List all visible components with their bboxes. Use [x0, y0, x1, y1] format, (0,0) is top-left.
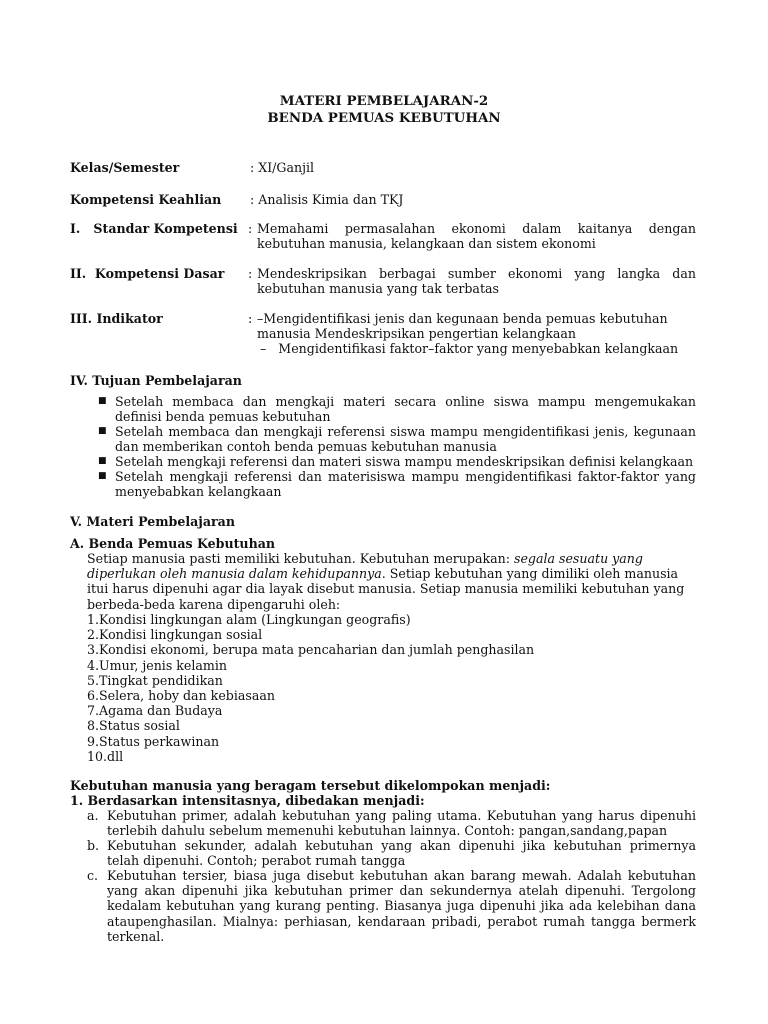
kompetensi-keahlian-value: : Analisis Kimia dan TKJ: [250, 192, 404, 207]
tujuan-bullet-line: Setelah mengkaji referensi dan materi siswa mampu mendeskripsikan definisi kelangkaan: [115, 454, 694, 469]
kompetensi-dasar-value: [257, 266, 696, 296]
standar-kompetensi-colon: :: [248, 221, 253, 236]
list-item: 7.Agama dan Budaya: [87, 703, 223, 719]
list-item: 6.Selera, hoby dan kebiasaan: [87, 688, 275, 704]
standar-kompetensi-line2: kebutuhan manusia, kelangkaan dan sistem ekonomi: [257, 236, 596, 252]
standar-kompetensi-label: I. Standar Kompetensi: [70, 221, 238, 236]
bullet-icon: ■: [98, 396, 107, 406]
document-title-line2: BENDA PEMUAS KEBUTUHAN: [267, 110, 501, 126]
factor-list: [87, 612, 534, 764]
tujuan-bullet-line: definisi benda pemuas kebutuhan: [115, 409, 331, 425]
list-item: 10.dll: [87, 748, 124, 764]
list-item: 5.Tingkat pendidikan: [87, 672, 223, 688]
kompetensi-dasar-label: II. Kompetensi Dasar: [70, 266, 225, 281]
indikator-line3: – Mengidentifikasi faktor–faktor yang menyebabkan kelangkaan: [260, 341, 679, 357]
indikator-line2: manusia Mendeskripsikan pengertian kelangkaan: [257, 326, 577, 342]
materi-paragraph: [87, 551, 687, 612]
document-page: MATERI PEMBELAJARAN-2 BENDA PEMUAS KEBUTUHAN Kelas/Semester : XI/Ganjil Kompetensi Keahlian : Analisis Kimia dan TKJ I. Standar Kompetensi : Memahami permasalahan ekonomi dalam kaitanya dengan kebutuhan manusia, kelangkaan dan sistem ekonomi II. Kompetensi Dasar : Mendeskripsikan berbagai sumber ekonomi yang langka dan kebutuhan manusia yang tak terbatas III. Indikator : –Mengidentifikasi jenis dan kegunaan benda pemuas kebutuhan manusia Mendeskripsikan pengertian kelangkaan – Mengidentifikasi faktor–faktor yang menyebabkan kelangkaan IV. Tujuan Pembelajaran ■ Setelah membaca dan mengkaji materi secara online siswa mampu mengemukakan definisi benda pemuas kebutuhan ■ Setelah membaca dan mengkaji referensi siswa mampu mengidentifikasi jenis, kegunaan dan memberikan contoh benda pemuas kebutuhan manusia ■ Setelah mengkaji referensi dan materi siswa mampu mendeskripsikan definisi kelangkaan ■ Setelah mengkaji referensi dan materisiswa mampu mengidentifikasi faktor-faktor yang menyebabkan kelangkaan V. Materi Pembelajaran A. Benda Pemuas Kebutuhan Setiap manusia pasti memiliki kebutuhan. Kebutuhan merupakan: segala sesuatu yang diperlukan oleh manusia dalam kehidupannya. Setiap kebutuhan yang dimiliki oleh manusia itui harus dipenuhi agar dia layak disebut manusia. Setiap manusia memiliki kebutuhan yang berbeda-beda karena dipengaruhi oleh: 1.Kondisi lingkungan alam (Lingkungan geografis) 2.Kondisi lingkungan sosial 3.Kondisi ekonomi, berupa mata pencaharian dan jumlah penghasilan 4.Umur, jenis kelamin 5.Tingkat pendidikan 6.Selera, hoby dan kebiasaan 7.Agama dan Budaya 8.Status sosial 9.Status perkawinan 10.dll Kebutuhan manusia yang beragam tersebut dikelompokan menjadi: 1. Berdasarkan intensitasnya, dibedakan menjadi: a. Kebutuhan primer, adalah kebutuhan yang paling utama. Kebutuhan yang harus dipenuhi terlebih dahulu sebelum memenuhi kebutuhan lainnya. Contoh: pangan,sandang,papan b. Kebutuhan sekunder, adalah kebutuhan yang akan dipenuhi jika kebutuhan primernya telah dipenuhi. Contoh; perabot rumah tangga c. Kebutuhan tersier, biasa juga disebut kebutuhan akan barang mewah. Adalah kebutuhan yang akan dipenuhi jika kebutuhan primer dan sekundernya atelah dipenuhi. Tergolong kedalam kebutuhan yang kurang penting. Biasanya juga dipenuhi jika ada kelebihan dana ataupenghasilan. Mialnya: perhiasan, kendaraan pribadi, perabot rumah tangga bermerk terkenal.: [0, 0, 768, 1024]
document-title-line1: MATERI PEMBELAJARAN-2: [279, 93, 489, 109]
list-item: 2.Kondisi lingkungan sosial: [87, 627, 263, 643]
kompetensi-dasar-colon: :: [248, 266, 253, 281]
bullet-icon: ■: [98, 471, 107, 481]
standar-kompetensi-value: [257, 221, 696, 251]
paragraph-italic: diperlukan oleh manusia dalam kehidupannya: [87, 566, 382, 582]
list-item: 3.Kondisi ekonomi, berupa mata pencaharian dan jumlah penghasilan: [87, 642, 535, 658]
indikator-value: [257, 311, 697, 357]
tujuan-bullet-line: Setelah membaca dan mengkaji materi secara online siswa mampu mengemukakan: [115, 394, 696, 409]
indikator-line1: –Mengidentifikasi jenis dan kegunaan benda pemuas kebutuhan: [257, 311, 668, 326]
list-item: 8.Status sosial: [87, 718, 180, 734]
tujuan-bullet-line: Setelah mengkaji referensi dan materisiswa mampu mengidentifikasi faktor-faktor yang: [115, 469, 696, 484]
kelas-value: : XI/Ganjil: [250, 160, 315, 175]
paragraph-italic: segala sesuatu yang: [513, 551, 643, 566]
indikator-label: III. Indikator: [70, 311, 163, 326]
list-item: 9.Status perkawinan: [87, 733, 220, 749]
materi-heading: V. Materi Pembelajaran: [70, 514, 235, 529]
paragraph-text: . Setiap kebutuhan yang dimiliki oleh manusia: [381, 566, 679, 582]
bullet-icon: ■: [98, 426, 107, 436]
group-heading: Kebutuhan manusia yang beragam tersebut dikelompokan menjadi:: [70, 778, 551, 793]
kompetensi-dasar-line2: kebutuhan manusia yang tak terbatas: [257, 281, 499, 297]
bullet-icon: ■: [98, 456, 107, 466]
kompetensi-keahlian-label: Kompetensi Keahlian: [70, 192, 222, 207]
materi-subheading-a: A. Benda Pemuas Kebutuhan: [70, 536, 276, 551]
kelas-label: Kelas/Semester: [70, 160, 180, 175]
tujuan-heading: IV. Tujuan Pembelajaran: [70, 373, 242, 388]
group-1-heading: 1. Berdasarkan intensitasnya, dibedakan menjadi:: [70, 793, 425, 808]
tujuan-bullet-line: dan memberikan contoh benda pemuas kebutuhan manusia: [115, 439, 497, 455]
tujuan-bullet-line: Setelah membaca dan mengkaji referensi siswa mampu mengidentifikasi jenis, kegunaan: [115, 424, 696, 439]
kompetensi-dasar-line1: Mendeskripsikan berbagai sumber ekonomi yang langka dan: [257, 266, 696, 281]
indikator-colon: :: [248, 311, 253, 326]
standar-kompetensi-line1: Memahami permasalahan ekonomi dalam kaitanya dengan: [257, 221, 696, 236]
tujuan-bullet-line: menyebabkan kelangkaan: [115, 484, 282, 500]
paragraph-text: Setiap manusia pasti memiliki kebutuhan. Kebutuhan merupakan:: [87, 551, 514, 566]
list-item: 1.Kondisi lingkungan alam (Lingkungan geografis): [87, 612, 411, 627]
list-item: 4.Umur, jenis kelamin: [87, 657, 228, 673]
paragraph-text: itui harus dipenuhi agar dia layak disebut manusia. Setiap manusia memiliki kebutuhan yang: [87, 581, 685, 597]
paragraph-text: berbeda-beda karena dipengaruhi oleh:: [87, 596, 341, 612]
